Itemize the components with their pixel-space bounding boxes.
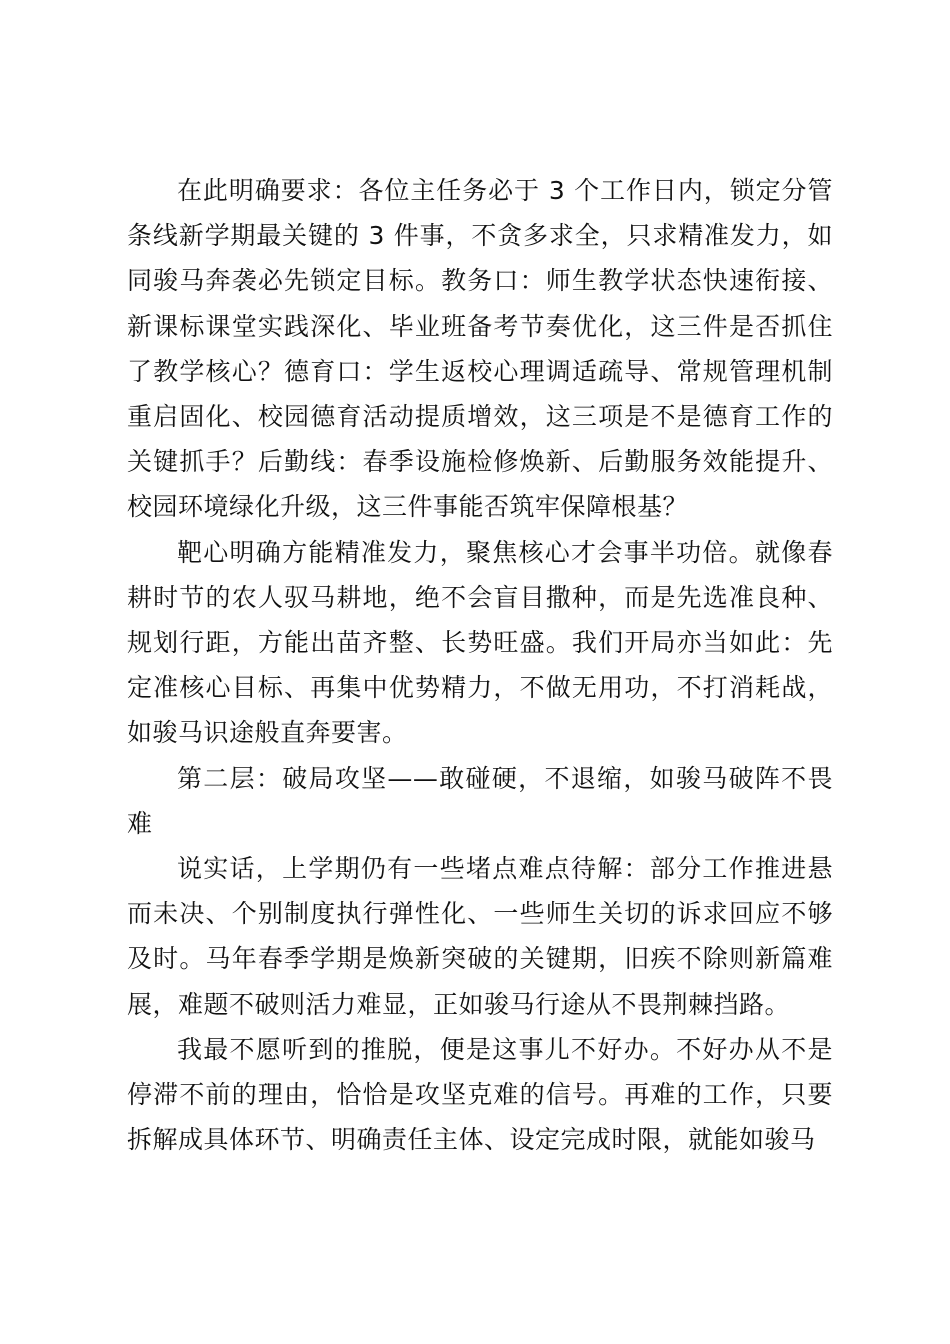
paragraph-focus: 靶心明确方能精准发力，聚焦核心才会事半功倍。就像春耕时节的农人驭马耕地，绝不会盲目撒种，而是先选准良种、规划行距，方能出苗齐整、长势旺盛。我们开局亦当如此：先定准核心目标、再集中优势精力，不做无用功，不打消耗战，如骏马识途般直奔要害。 xyxy=(127,537,833,748)
paragraph-no-excuses: 我最不愿听到的推脱，便是这事儿不好办。不好办从不是停滞不前的理由，恰恰是攻坚克难的信号。再难的工作，只要拆解成具体环节、明确责任主体、设定完成时限，就能如骏马 xyxy=(127,1034,833,1155)
section-heading-layer-two: 第二层：破局攻坚——敢碰硬，不退缩，如骏马破阵不畏难 xyxy=(127,763,833,838)
document-page xyxy=(127,168,833,1162)
paragraph-difficulties: 说实话，上学期仍有一些堵点难点待解：部分工作推进悬而未决、个别制度执行弹性化、一些师生关切的诉求回应不够及时。马年春季学期是焕新突破的关键期，旧疾不除则新篇难展，难题不破则活力难显，正如骏马行途从不畏荆棘挡路。 xyxy=(127,854,833,1019)
paragraph-requirements: 在此明确要求：各位主任务必于 3 个工作日内，锁定分管条线新学期最关键的 3 件事，不贪多求全，只求精准发力，如同骏马奔袭必先锁定目标。教务口：师生教学状态快速衔接、新课标课堂实践深化、毕业班备考节奏优化，这三件是否抓住了教学核心？德育口：学生返校心理调适疏导、常规管理机制重启固化、校园德育活动提质增效，这三项是不是德育工作的关键抓手？后勤线：春季设施检修焕新、后勤服务效能提升、校园环境绿化升级，这三件事能否筑牢保障根基？ xyxy=(127,176,833,522)
